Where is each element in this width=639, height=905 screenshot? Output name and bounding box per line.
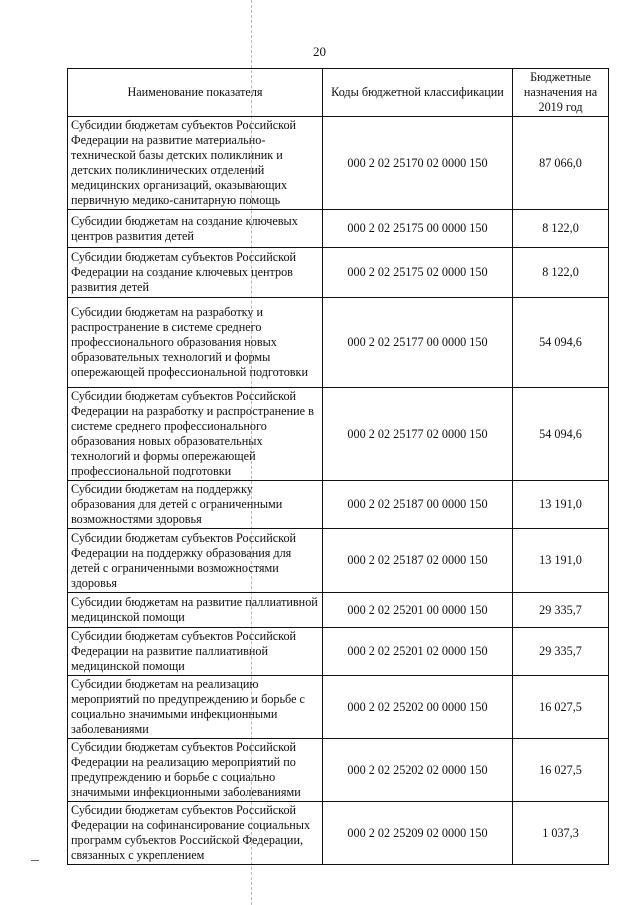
table-row — [68, 298, 609, 388]
budget-code: 000 2 02 25187 02 0000 150 — [323, 529, 513, 593]
allocation-amount: 54 094,6 — [513, 298, 609, 388]
budget-code: 000 2 02 25175 00 0000 150 — [323, 210, 513, 248]
budget-code: 000 2 02 25202 02 0000 150 — [323, 739, 513, 802]
table-row — [68, 529, 609, 593]
budget-code: 000 2 02 25175 02 0000 150 — [323, 248, 513, 298]
indicator-name: Субсидии бюджетам на разработку и распространение в системе среднего профессионального образования новых образовательных технологий и формы опережающей профессиональной подготовки — [68, 298, 323, 388]
indicator-name: Субсидии бюджетам субъектов Российской Федерации на реализацию мероприятий по предупреждению и борьбе с социально значимыми инфекционными заболеваниями — [68, 739, 323, 802]
table-row — [68, 210, 609, 248]
indicator-name: Субсидии бюджетам субъектов Российской Федерации на развитие материально-технической базы детских поликлиник и детских поликлинических отделений медицинских организаций, оказывающих первичную медико-санитарную помощь — [68, 117, 323, 210]
budget-code: 000 2 02 25177 00 0000 150 — [323, 298, 513, 388]
allocation-amount: 8 122,0 — [513, 210, 609, 248]
budget-code: 000 2 02 25202 00 0000 150 — [323, 676, 513, 739]
budget-code: 000 2 02 25170 02 0000 150 — [323, 117, 513, 210]
budget-code: 000 2 02 25209 02 0000 150 — [323, 802, 513, 865]
table-row — [68, 388, 609, 481]
budget-code: 000 2 02 25177 02 0000 150 — [323, 388, 513, 481]
indicator-name: Субсидии бюджетам на развитие паллиативной медицинской помощи — [68, 593, 323, 628]
allocation-amount: 29 335,7 — [513, 593, 609, 628]
indicator-name: Субсидии бюджетам субъектов Российской Федерации на развитие паллиативной медицинской помощи — [68, 628, 323, 676]
indicator-name: Субсидии бюджетам субъектов Российской Федерации на создание ключевых центров развития детей — [68, 248, 323, 298]
page-number: 20 — [313, 44, 326, 59]
indicator-name: Субсидии бюджетам субъектов Российской Федерации на софинансирование социальных программ субъектов Российской Федерации, связанных с укреплением — [68, 802, 323, 865]
table-row — [68, 248, 609, 298]
header-indicator-name: Наименование показателя — [68, 69, 323, 117]
allocation-amount: 29 335,7 — [513, 628, 609, 676]
allocation-amount: 54 094,6 — [513, 388, 609, 481]
header-budget-allocations: Бюджетные назначения на 2019 год — [513, 69, 609, 117]
budget-table — [67, 68, 609, 865]
indicator-name: Субсидии бюджетам субъектов Российской Федерации на поддержку образования для детей с ограниченными возможностями здоровья — [68, 529, 323, 593]
budget-code: 000 2 02 25201 00 0000 150 — [323, 593, 513, 628]
allocation-amount: 13 191,0 — [513, 529, 609, 593]
table-row — [68, 593, 609, 628]
header-budget-codes: Коды бюджетной классификации — [323, 69, 513, 117]
allocation-amount: 16 027,5 — [513, 676, 609, 739]
allocation-amount: 1 037,3 — [513, 802, 609, 865]
indicator-name: Субсидии бюджетам субъектов Российской Федерации на разработку и распространение в системе среднего профессионального образования новых образовательных технологий и формы опережающей профессиональной подготовки — [68, 388, 323, 481]
table-row — [68, 117, 609, 210]
allocation-amount: 16 027,5 — [513, 739, 609, 802]
allocation-amount: 8 122,0 — [513, 248, 609, 298]
allocation-amount: 87 066,0 — [513, 117, 609, 210]
table-row — [68, 676, 609, 739]
table-header-row — [68, 69, 609, 117]
table-row — [68, 628, 609, 676]
indicator-name: Субсидии бюджетам на создание ключевых центров развития детей — [68, 210, 323, 248]
margin-mark — [31, 860, 39, 861]
table-row — [68, 802, 609, 865]
table-row — [68, 481, 609, 529]
indicator-name: Субсидии бюджетам на поддержку образования для детей с ограниченными возможностями здоровья — [68, 481, 323, 529]
table-row — [68, 739, 609, 802]
indicator-name: Субсидии бюджетам на реализацию мероприятий по предупреждению и борьбе с социально значимыми инфекционными заболеваниями — [68, 676, 323, 739]
allocation-amount: 13 191,0 — [513, 481, 609, 529]
budget-code: 000 2 02 25187 00 0000 150 — [323, 481, 513, 529]
budget-code: 000 2 02 25201 02 0000 150 — [323, 628, 513, 676]
